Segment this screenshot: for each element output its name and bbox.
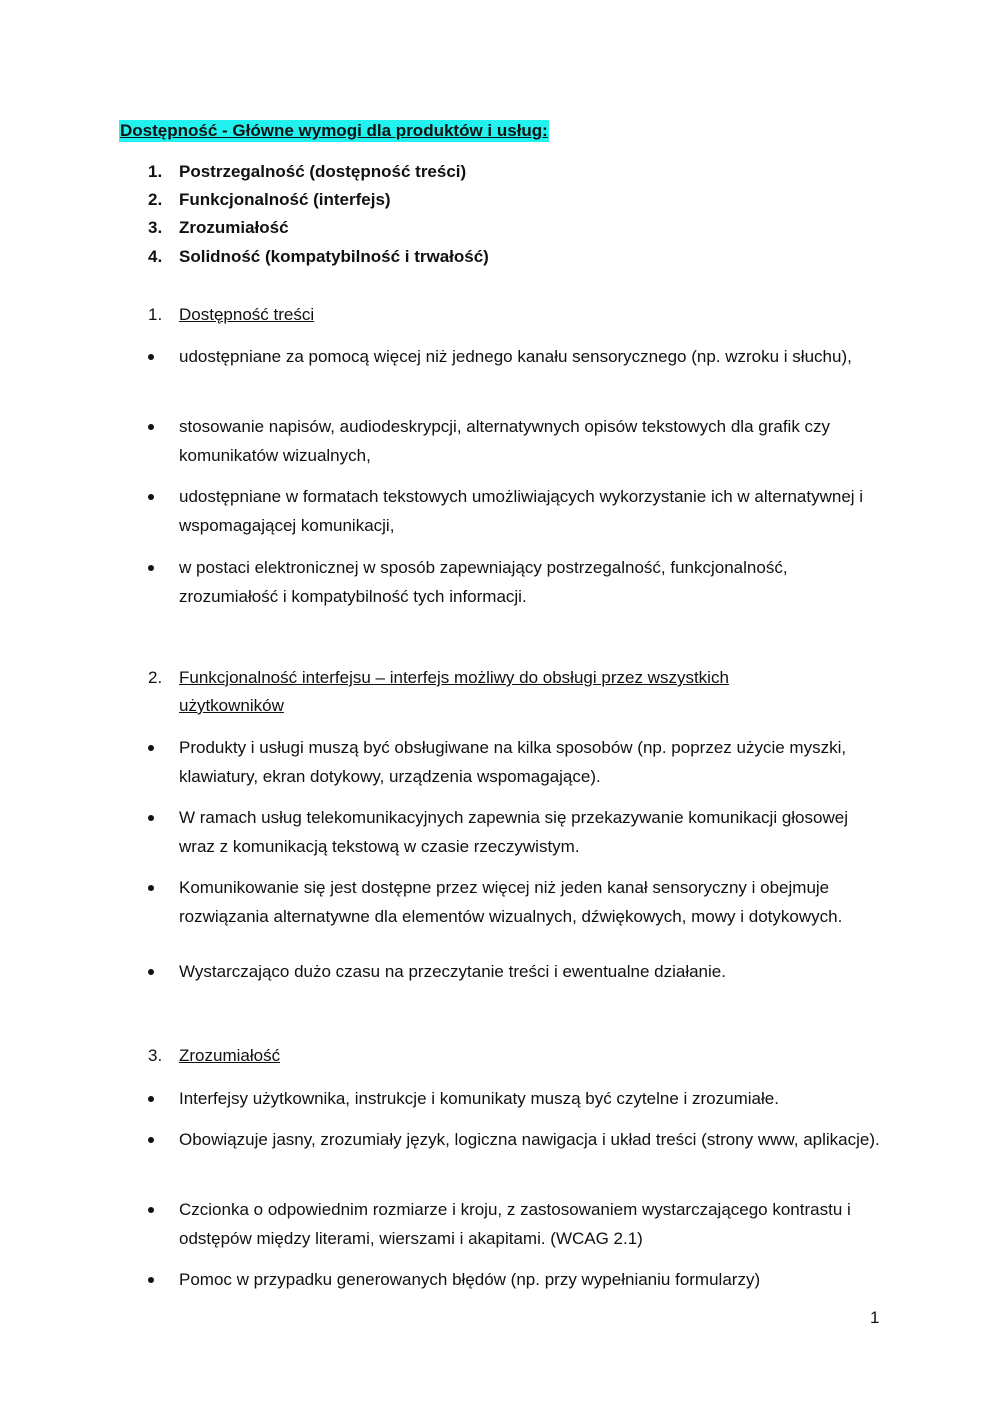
bullet-icon — [148, 1137, 154, 1143]
bullet-icon — [148, 815, 154, 821]
bullet-icon — [148, 424, 154, 430]
page-number: 1 — [870, 1308, 880, 1327]
bullet-text: Wystarczająco dużo czasu na przeczytanie treści i ewentualne działanie. — [179, 962, 726, 981]
bullet-text: Interfejsy użytkownika, instrukcje i komunikaty muszą być czytelne i zrozumiałe. — [179, 1089, 779, 1108]
document-title: Dostępność - Główne wymogi dla produktów i usług: — [120, 121, 548, 140]
bullet-icon — [148, 885, 154, 891]
bullet-text: udostępniane w formatach tekstowych umożliwiających wykorzystanie ich w alternatywnej i wspomagającej komunikacji, — [179, 487, 864, 535]
summary-item-text: Solidność (kompatybilność i trwałość) — [179, 247, 489, 266]
bullet-icon — [148, 969, 154, 975]
summary-item — [148, 247, 489, 267]
summary-item-number: 2. — [148, 190, 163, 209]
bullet-text: Pomoc w przypadku generowanych błędów (np. przy wypełnianiu formularzy) — [179, 1270, 761, 1289]
bullet-icon — [148, 1277, 154, 1283]
bullet-icon — [148, 745, 154, 751]
section-title: Zrozumiałość — [179, 1046, 281, 1065]
section-number: 3. — [148, 1046, 163, 1065]
bullet-text: Czcionka o odpowiednim rozmiarze i kroju, z zastosowaniem wystarczającego kontrastu i odstępów między literami, wierszami i akapitami. (WCAG 2.1) — [179, 1200, 851, 1248]
bullet-text: Produkty i usługi muszą być obsługiwane na kilka sposobów (np. poprzez użycie myszki, klawiatury, ekran dotykowy, urządzenia wspomagające). — [179, 738, 847, 786]
bullet-icon — [148, 354, 154, 360]
bullet-text: stosowanie napisów, audiodeskrypcji, alternatywnych opisów tekstowych dla grafik czy komunikatów wizualnych, — [179, 417, 831, 465]
bullet-text: udostępniane za pomocą więcej niż jednego kanału sensorycznego (np. wzroku i słuchu), — [179, 347, 852, 366]
summary-item-number: 1. — [148, 162, 163, 181]
summary-item — [148, 218, 289, 238]
bullet-icon — [148, 565, 154, 571]
summary-item-text: Zrozumiałość — [179, 218, 289, 237]
section-number: 2. — [148, 668, 163, 687]
bullet-text: w postaci elektronicznej w sposób zapewniający postrzegalność, funkcjonalność, zrozumiałość i kompatybilność tych informacji. — [179, 558, 788, 606]
bullet-text: Obowiązuje jasny, zrozumiały język, logiczna nawigacja i układ treści (strony www, aplikacje). — [179, 1130, 880, 1149]
summary-item-number: 3. — [148, 218, 163, 237]
bullet-icon — [148, 1207, 154, 1213]
summary-item-number: 4. — [148, 247, 163, 266]
section-title: Dostępność treści — [179, 305, 315, 324]
summary-item-text: Funkcjonalność (interfejs) — [179, 190, 391, 209]
summary-item-text: Postrzegalność (dostępność treści) — [179, 162, 467, 181]
section-title: Funkcjonalność interfejsu – interfejs możliwy do obsługi przez wszystkich użytkowników — [179, 668, 729, 715]
summary-item — [148, 190, 391, 210]
summary-item — [148, 162, 466, 182]
section-number: 1. — [148, 305, 163, 324]
bullet-icon — [148, 1096, 154, 1102]
bullet-text: W ramach usług telekomunikacyjnych zapewnia się przekazywanie komunikacji głosowej wraz z komunikacją tekstową w czasie rzeczywistym. — [179, 808, 848, 856]
bullet-text: Komunikowanie się jest dostępne przez więcej niż jeden kanał sensoryczny i obejmuje rozwiązania alternatywne dla elementów wizualnych, dźwiękowych, mowy i dotykowych. — [179, 878, 843, 926]
bullet-icon — [148, 494, 154, 500]
